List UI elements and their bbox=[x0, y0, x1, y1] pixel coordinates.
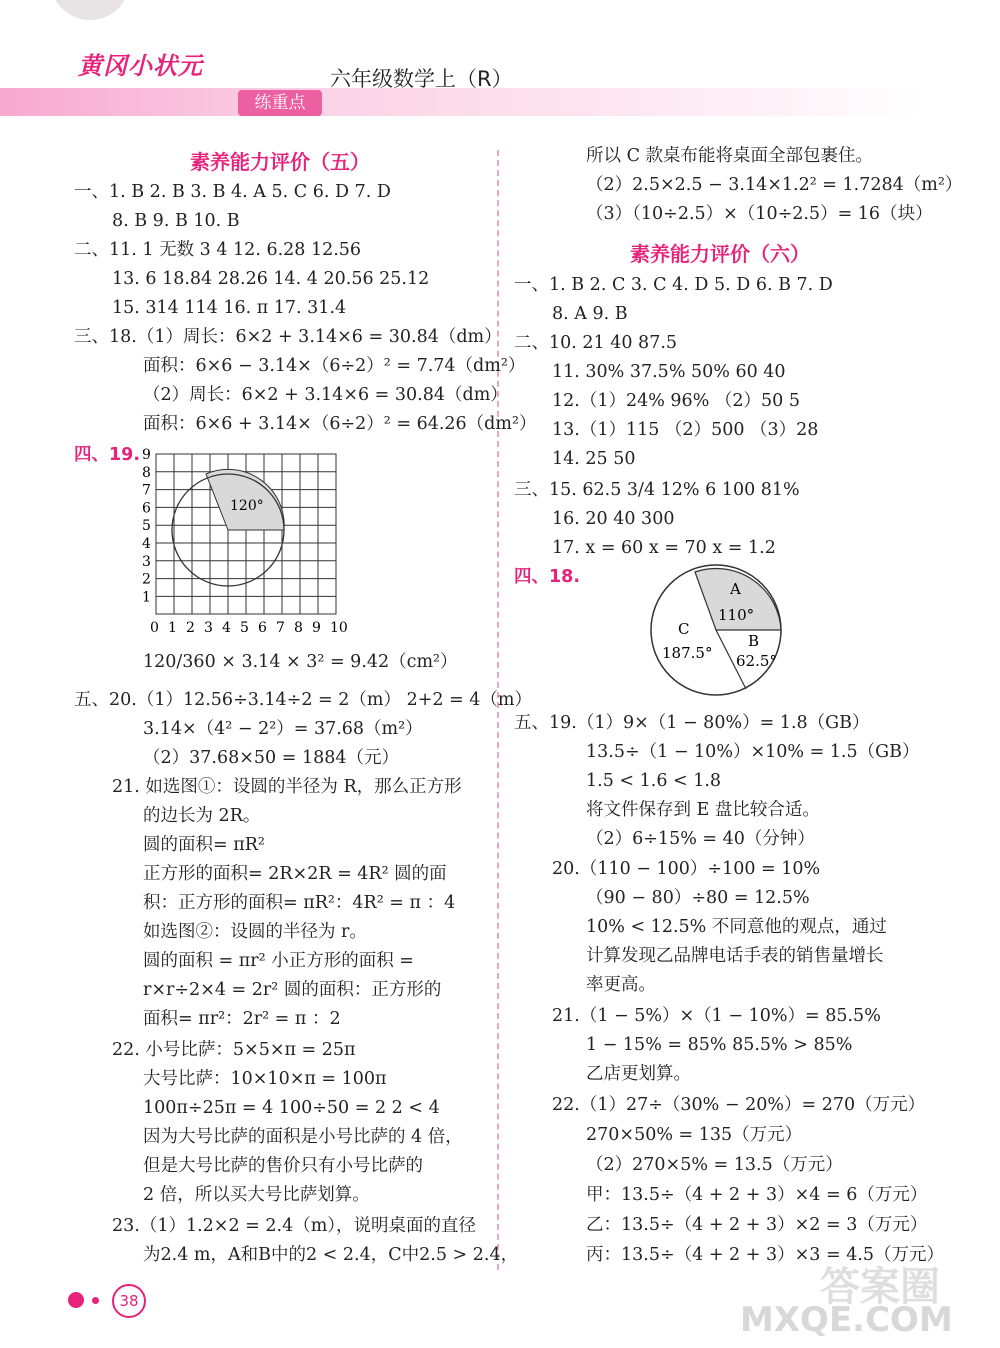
answer-line: （2）37.68×50 = 1884（元） bbox=[143, 748, 399, 768]
grid-y-label: 3 bbox=[142, 553, 151, 570]
answer-line: 20.（110 − 100）÷100 = 10% bbox=[552, 859, 821, 879]
answer-line: 100π÷25π = 4 100÷50 = 2 2 < 4 bbox=[143, 1098, 440, 1118]
answer-line: （90 − 80）÷80 = 12.5% bbox=[586, 888, 810, 908]
grid-x-label: 3 bbox=[204, 620, 213, 636]
grid-x-label: 8 bbox=[294, 620, 303, 636]
answer-line: （2）2.5×2.5 − 3.14×1.2² = 1.7284（m²） bbox=[586, 175, 963, 195]
question-label: 四、19. bbox=[74, 445, 141, 465]
grid-y-label: 6 bbox=[142, 500, 151, 517]
answer-line: 圆的面积 = πr² 小正方形的面积 = bbox=[143, 951, 414, 971]
answer-line: 三、15. 62.5 3/4 12% 6 100 81% bbox=[514, 480, 800, 500]
answer-line: 22. 小号比萨：5×5×π = 25π bbox=[112, 1040, 356, 1060]
brand-logo: 黄冈小状元 bbox=[78, 52, 203, 80]
answer-line: 13. 6 18.84 28.26 14. 4 20.56 25.12 bbox=[112, 269, 430, 289]
answer-line: 270×50% = 135（万元） bbox=[586, 1125, 803, 1145]
grid-x-label: 2 bbox=[186, 620, 195, 636]
page-number: 38 bbox=[112, 1284, 146, 1318]
answer-line: 面积：6×6 − 3.14×（6÷2）² = 7.74（dm²） bbox=[143, 356, 526, 376]
answer-line: 计算发现乙品牌电话手表的销售量增长 bbox=[586, 946, 884, 966]
pie-label-b: B bbox=[748, 632, 760, 650]
answer-line: 因为大号比萨的面积是小号比萨的 4 倍， bbox=[143, 1127, 463, 1147]
grid-y-label: 4 bbox=[142, 536, 151, 552]
answer-line: 10% < 12.5% 不同意他的观点，通过 bbox=[586, 917, 887, 937]
watermark: MXQE.COM bbox=[740, 1300, 953, 1340]
answer-line: 甲：13.5÷（4 + 2 + 3）×4 = 6（万元） bbox=[586, 1185, 928, 1205]
answer-line: 所以 C 款桌布能将桌面全部包裹住。 bbox=[586, 146, 874, 166]
answer-line: 二、10. 21 40 87.5 bbox=[514, 333, 678, 353]
answer-line: 但是大号比萨的售价只有小号比萨的 bbox=[143, 1156, 423, 1176]
answer-line: 率更高。 bbox=[586, 975, 656, 995]
grid-y-label: 5 bbox=[142, 518, 151, 535]
answer-line: r×r÷2×4 = 2r² 圆的面积：正方形的 bbox=[143, 980, 442, 1000]
answer-line: 乙店更划算。 bbox=[586, 1064, 691, 1084]
grid-x-label: 7 bbox=[276, 620, 285, 636]
answer-line: 2 倍，所以买大号比萨划算。 bbox=[143, 1185, 370, 1205]
section-title-6: 素养能力评价（六） bbox=[630, 242, 810, 266]
grid-y-label: 2 bbox=[142, 571, 151, 588]
pie-angle-c: 187.5° bbox=[662, 644, 713, 662]
answer-line: 的边长为 2R。 bbox=[143, 806, 261, 826]
answer-line: 22.（1）27÷（30% − 20%）= 270（万元） bbox=[552, 1095, 926, 1115]
answer-line: 1.5 < 1.6 < 1.8 bbox=[586, 771, 722, 791]
grid-y-label: 8 bbox=[142, 464, 151, 481]
pie-label-a: A bbox=[730, 580, 741, 598]
answer-line: 如选图②：设圆的半径为 r。 bbox=[143, 922, 367, 942]
answer-line: 1 − 15% = 85% 85.5% > 85% bbox=[586, 1035, 853, 1055]
column-divider bbox=[497, 150, 499, 1270]
answer-line: 一、1. B 2. C 3. C 4. D 5. D 6. B 7. D bbox=[514, 275, 833, 295]
answer-line: 将文件保存到 E 盘比较合适。 bbox=[586, 800, 820, 820]
answer-line: 15. 314 114 16. π 17. 31.4 bbox=[112, 298, 347, 318]
right-column bbox=[500, 0, 963, 1348]
answer-line: 11. 30% 37.5% 50% 60 40 bbox=[552, 362, 786, 382]
answer-line: 为2.4 m，A和B中的2 < 2.4，C中2.5 > 2.4， bbox=[143, 1245, 519, 1265]
pie-label-c: C bbox=[678, 620, 690, 638]
answer-line: 二、11. 1 无数 3 4 12. 6.28 12.56 bbox=[74, 240, 362, 260]
answer-line: 13.（1）115 （2）500 （3）28 bbox=[552, 420, 819, 440]
grid-y-label: 1 bbox=[142, 589, 151, 606]
answer-line: 积：正方形的面积= πR²：4R² = π ：4 bbox=[143, 893, 456, 913]
answer-line: 面积：6×6 + 3.14×（6÷2）² = 64.26（dm²） bbox=[143, 414, 537, 434]
pie-angle-b: 62.5° bbox=[736, 652, 777, 670]
answer-line: 正方形的面积= 2R×2R = 4R² 圆的面 bbox=[143, 864, 447, 884]
grid-x-label: 1 bbox=[168, 620, 177, 636]
answer-line: 14. 25 50 bbox=[552, 449, 636, 469]
book-title: 六年级数学上（R） bbox=[330, 67, 513, 91]
pie-figure bbox=[650, 562, 790, 702]
answer-line: 21. 如选图①：设圆的半径为 R，那么正方形 bbox=[112, 777, 462, 797]
answer-line: 三、18.（1）周长：6×2 + 3.14×6 = 30.84（dm） bbox=[74, 327, 502, 347]
answer-line: （2）6÷15% = 40（分钟） bbox=[586, 829, 815, 849]
answer-line: 13.5÷（1 − 10%）×10% = 1.5（GB） bbox=[586, 742, 920, 762]
pie-angle-a: 110° bbox=[718, 606, 755, 624]
decor-dot bbox=[68, 1292, 84, 1308]
answer-line: 圆的面积= πR² bbox=[143, 835, 265, 855]
answer-line: 8. A 9. B bbox=[552, 304, 628, 324]
answer-line: 8. B 9. B 10. B bbox=[112, 211, 240, 231]
question-label: 四、18. bbox=[514, 567, 581, 587]
answer-line: 23.（1）1.2×2 = 2.4（m），说明桌面的直径 bbox=[112, 1216, 477, 1236]
answer-line: 大号比萨：10×10×π = 100π bbox=[143, 1069, 387, 1089]
answer-line: 21.（1 − 5%）×（1 − 10%）= 85.5% bbox=[552, 1006, 881, 1026]
answer-line: 面积= πr²：2r² = π ：2 bbox=[143, 1009, 341, 1029]
answer-line: （3）（10÷2.5）×（10÷2.5）= 16（块） bbox=[586, 204, 933, 224]
watermark-logo: 答案圈 bbox=[820, 1264, 940, 1310]
answer-line: 17. x = 60 x = 70 x = 1.2 bbox=[552, 538, 776, 558]
decor-dot-small bbox=[92, 1297, 99, 1304]
answer-line: 丙：13.5÷（4 + 2 + 3）×3 = 4.5（万元） bbox=[586, 1245, 945, 1265]
grid-x-label: 5 bbox=[240, 620, 249, 636]
grid-x-label: 0 bbox=[150, 620, 159, 636]
answer-line: 五、19.（1）9×（1 − 80%）= 1.8（GB） bbox=[514, 713, 870, 733]
section-title-5: 素养能力评价（五） bbox=[190, 150, 370, 174]
grid-circle-figure bbox=[138, 448, 348, 638]
answer-line: 乙：13.5÷（4 + 2 + 3）×2 = 3（万元） bbox=[586, 1215, 928, 1235]
grid-x-label: 4 bbox=[222, 620, 231, 636]
grid-x-label: 9 bbox=[312, 620, 321, 636]
grid-y-label: 7 bbox=[142, 482, 151, 499]
grid-x-label: 10 bbox=[330, 620, 348, 636]
answer-line: 一、1. B 2. B 3. B 4. A 5. C 6. D 7. D bbox=[74, 182, 391, 202]
answer-line: 16. 20 40 300 bbox=[552, 509, 675, 529]
answer-line: （2）周长：6×2 + 3.14×6 = 30.84（dm） bbox=[143, 385, 508, 405]
header-subtitle: 练重点 bbox=[238, 90, 322, 116]
answer-line: 120/360 × 3.14 × 3² = 9.42（cm²） bbox=[143, 652, 458, 672]
grid-x-label: 6 bbox=[258, 620, 267, 636]
angle-label: 120° bbox=[230, 498, 264, 514]
answer-line: 3.14×（4² − 2²）= 37.68（m²） bbox=[143, 719, 423, 739]
grid-y-label: 9 bbox=[142, 448, 151, 463]
answer-line: （2）270×5% = 13.5（万元） bbox=[586, 1155, 843, 1175]
answer-line: 12.（1）24% 96% （2）50 5 bbox=[552, 391, 800, 411]
answer-line: 五、20.（1）12.56÷3.14÷2 = 2（m） 2+2 = 4（m） bbox=[74, 690, 533, 710]
